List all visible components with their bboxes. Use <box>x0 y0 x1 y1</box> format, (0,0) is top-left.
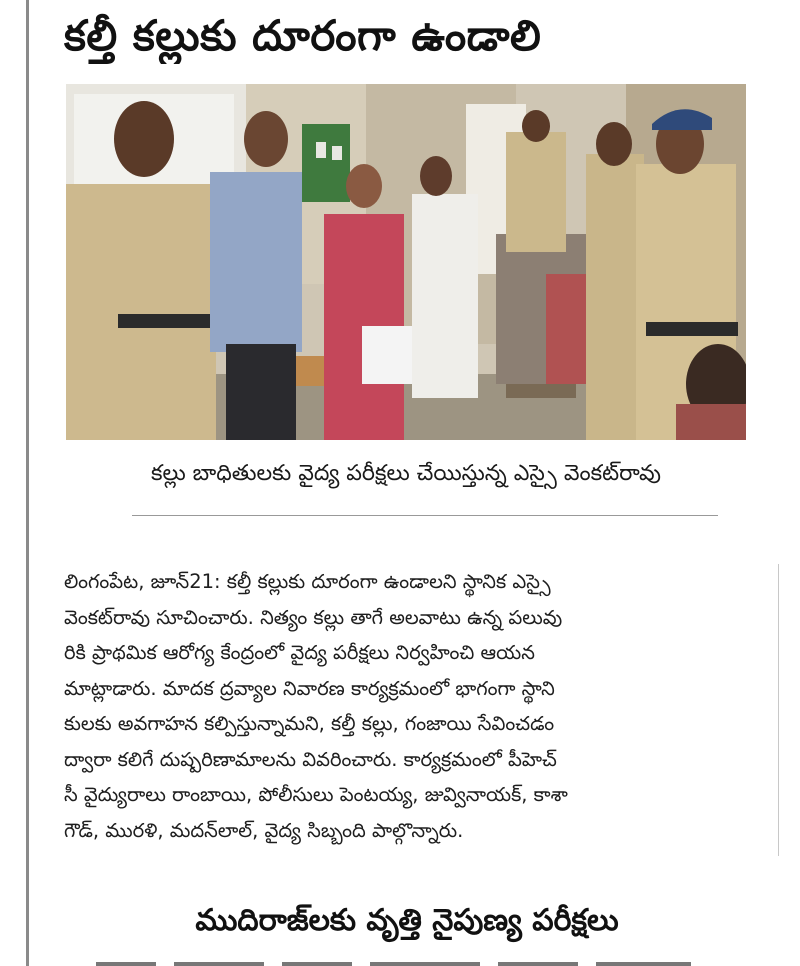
cut-off-text-line <box>96 952 736 966</box>
body-line: ద్వారా కలిగే దుష్పరిణామాలను వివరించారు. కార్యక్రమంలో పీహెచ్ <box>64 747 557 771</box>
body-line: రికి ప్రాథమిక ఆరోగ్య కేంద్రంలో వైద్య పరీక్షలు నిర్వహించి ఆయన <box>64 641 535 664</box>
body-line: సీ వైద్యురాలు రాంబాయి, పోలీసులు పెంటయ్య, జువ్వినాయక్, కాశా <box>64 783 568 806</box>
article-headline: కల్తీ కల్లుకు దూరంగా ఉండాలి <box>64 11 542 60</box>
body-line: మాట్లాడారు. మాదక ద్రవ్యాల నివారణ కార్యక్రమంలో భాగంగా స్థాని <box>64 676 555 700</box>
caption-divider <box>132 515 718 516</box>
news-photo <box>66 84 746 440</box>
column-divider-right <box>778 564 779 856</box>
body-line: వెంకట్‌రావు సూచించారు. నిత్యం కల్లు తాగే అలవాటు ఉన్న పలువు <box>64 605 563 629</box>
column-divider-left <box>26 0 29 966</box>
article-body <box>64 564 750 848</box>
body-line: గౌడ్, మురళి, మదన్‌లాల్, వైద్య సిబ్బంది పాల్గొన్నారు. <box>64 818 464 842</box>
photo-caption: కల్లు బాధితులకు వైద్య పరీక్షలు చేయిస్తున్న ఎస్సై వెంకట్‌రావు <box>150 461 661 486</box>
body-line: లింగంపేట, జూన్21: కల్తీ కల్లుకు దూరంగా ఉండాలని స్థానిక ఎస్సై <box>64 570 551 593</box>
body-line: కులకు అవగాహన కల్పిస్తున్నామని, కల్తీ కల్లు, గంజాయి సేవించడం <box>64 712 555 735</box>
next-article-headline: ముదిరాజ్‌లకు వృత్తి నైపుణ్య పరీక్షలు <box>195 903 619 938</box>
